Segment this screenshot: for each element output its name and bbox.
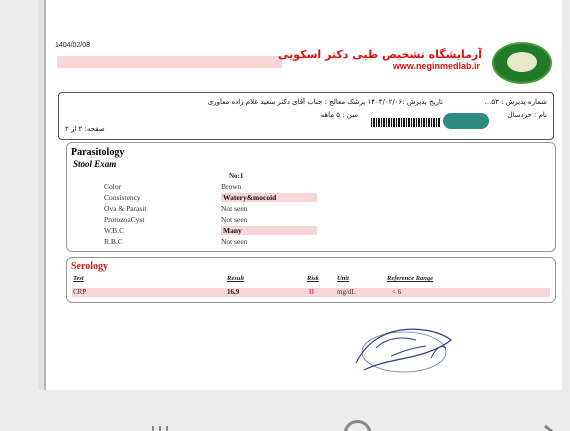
system-nav-bar	[0, 404, 570, 431]
sample-number: No:1	[229, 172, 244, 180]
patient-name: نام : خردسال	[507, 111, 547, 119]
home-icon[interactable]	[345, 422, 370, 431]
col-risk: Risk	[307, 275, 319, 282]
col-unit: Unit	[337, 275, 349, 282]
parasitology-section: Parasitology Stool Exam No:1 Color Brown Consistency Watery&mocoid Ova & Parasit Not seen ProtozoaCyst Not seen W.B.C Many R.B.C Not seen	[66, 142, 556, 252]
recent-apps-icon[interactable]	[152, 426, 168, 431]
barcode-icon	[371, 118, 441, 127]
header-highlight-bar	[57, 56, 282, 68]
signature-stamp-icon	[346, 318, 466, 378]
col-result: Result	[227, 275, 244, 282]
parasitology-title: Parasitology	[71, 147, 125, 158]
stool-exam-title: Stool Exam	[73, 159, 117, 169]
lab-logo-icon	[492, 42, 552, 84]
col-reference: Reference Range	[387, 275, 434, 282]
serology-title: Serology	[71, 261, 109, 272]
serology-section	[66, 257, 556, 303]
patient-info-box	[58, 92, 554, 140]
admission-date-doctor: تاریخ پذیرش :۱۴۰۴/۰۲/۰۶ پزشک معالج : جناب آقای دکتر سعید غلام زاده معاوری	[207, 98, 443, 106]
patient-age: سن : ۵ ماهه	[320, 111, 358, 119]
table-row: CRP 16.9 H mg/dL < 6	[72, 288, 550, 297]
admission-number: شماره پذیرش : ۵۳...	[484, 98, 547, 106]
report-date: 1404/02/08	[55, 42, 91, 49]
lab-url[interactable]: www.neginmedlab.ir	[392, 61, 480, 71]
report-page	[44, 0, 562, 390]
lab-name: آزمایشگاه تشخیص طبی دکتر اسکویی	[278, 48, 482, 61]
page-number: صفحه: ۲ از ۲	[65, 125, 105, 133]
col-test: Test	[73, 275, 84, 282]
back-icon[interactable]	[545, 426, 555, 431]
redaction-mark	[443, 113, 489, 129]
